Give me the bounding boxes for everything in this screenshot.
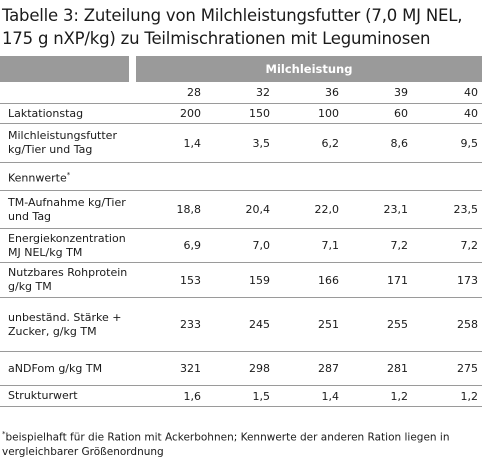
table-row — [0, 104, 482, 124]
row-label: Nutzbares Rohprotein g/kg TM — [0, 263, 129, 298]
table-cell: 233 — [136, 298, 205, 352]
table-row — [0, 263, 482, 298]
column-header: 39 — [343, 82, 412, 104]
table-cell: 7,2 — [343, 229, 412, 263]
table-cell: 255 — [343, 298, 412, 352]
table-cell: 298 — [205, 352, 274, 386]
table-cell: 23,1 — [343, 191, 412, 229]
table-cell: 23,5 — [412, 191, 482, 229]
table-cell: 200 — [136, 104, 205, 124]
table-cell: 281 — [343, 352, 412, 386]
row-label: Milchleistungsfutter kg/Tier und Tag — [0, 124, 129, 163]
row-label: Kennwerte* — [0, 163, 129, 191]
table-cell: 287 — [274, 352, 343, 386]
table-cell: 159 — [205, 263, 274, 298]
table-cell: 150 — [205, 104, 274, 124]
table-cell: 40 — [412, 104, 482, 124]
row-label: aNDFom g/kg TM — [0, 352, 129, 386]
column-header: 36 — [274, 82, 343, 104]
table-cell: 20,4 — [205, 191, 274, 229]
row-label: Energiekonzentration MJ NEL/kg TM — [0, 229, 129, 263]
table-cell: 258 — [412, 298, 482, 352]
column-header: 40 — [412, 82, 482, 104]
column-header: 28 — [136, 82, 205, 104]
table-cell: 60 — [343, 104, 412, 124]
row-label: Laktationstag — [0, 104, 129, 124]
table-cell: 100 — [274, 104, 343, 124]
table-cell: 321 — [136, 352, 205, 386]
table-cell: 7,1 — [274, 229, 343, 263]
footnote-marker: * — [2, 430, 6, 438]
row-label: Strukturwert — [0, 386, 129, 407]
table-cell: 1,5 — [205, 386, 274, 407]
table-cell: 1,4 — [136, 124, 205, 163]
table-row — [0, 163, 482, 191]
data-table — [0, 56, 482, 407]
table-row — [0, 124, 482, 163]
table-cell: 6,9 — [136, 229, 205, 263]
group-header: Milchleistung — [136, 56, 482, 82]
table-row — [0, 191, 482, 229]
table-row — [0, 229, 482, 263]
table-cell: 173 — [412, 263, 482, 298]
table-cell: 9,5 — [412, 124, 482, 163]
table-cell: 7,2 — [412, 229, 482, 263]
row-label: unbeständ. Stärke + Zucker, g/kg TM — [0, 298, 129, 352]
footnote — [2, 427, 484, 460]
footnote-marker: * — [66, 170, 71, 179]
row-label: TM-Aufnahme kg/Tier und Tag — [0, 191, 129, 229]
table-cell: 251 — [274, 298, 343, 352]
column-header: 32 — [205, 82, 274, 104]
table-cell: 171 — [343, 263, 412, 298]
table-cell: 3,5 — [205, 124, 274, 163]
table-cell: 1,2 — [412, 386, 482, 407]
table-row — [0, 386, 482, 407]
table-cell: 166 — [274, 263, 343, 298]
table-cell: 8,6 — [343, 124, 412, 163]
table-row — [0, 352, 482, 386]
table-cell: 1,2 — [343, 386, 412, 407]
table-title: Tabelle 3: Zuteilung von Milchleistungsfutter (7,0 MJ NEL, 175 g nXP/kg) zu Teilmischrationen mit Leguminosen — [2, 6, 463, 48]
table-cell: 153 — [136, 263, 205, 298]
table-row — [0, 298, 482, 352]
table-cell: 1,6 — [136, 386, 205, 407]
table-cell: 7,0 — [205, 229, 274, 263]
table-cell: 245 — [205, 298, 274, 352]
table-cell: 6,2 — [274, 124, 343, 163]
table-cell: 275 — [412, 352, 482, 386]
table-cell: 1,4 — [274, 386, 343, 407]
table-cell: 22,0 — [274, 191, 343, 229]
header-empty-cell — [0, 56, 129, 82]
table-cell: 18,8 — [136, 191, 205, 229]
footnote-text: beispielhaft für die Ration mit Ackerbohnen; Kennwerte der anderen Ration liegen in vergleichbarer Größenordnung — [2, 431, 450, 458]
